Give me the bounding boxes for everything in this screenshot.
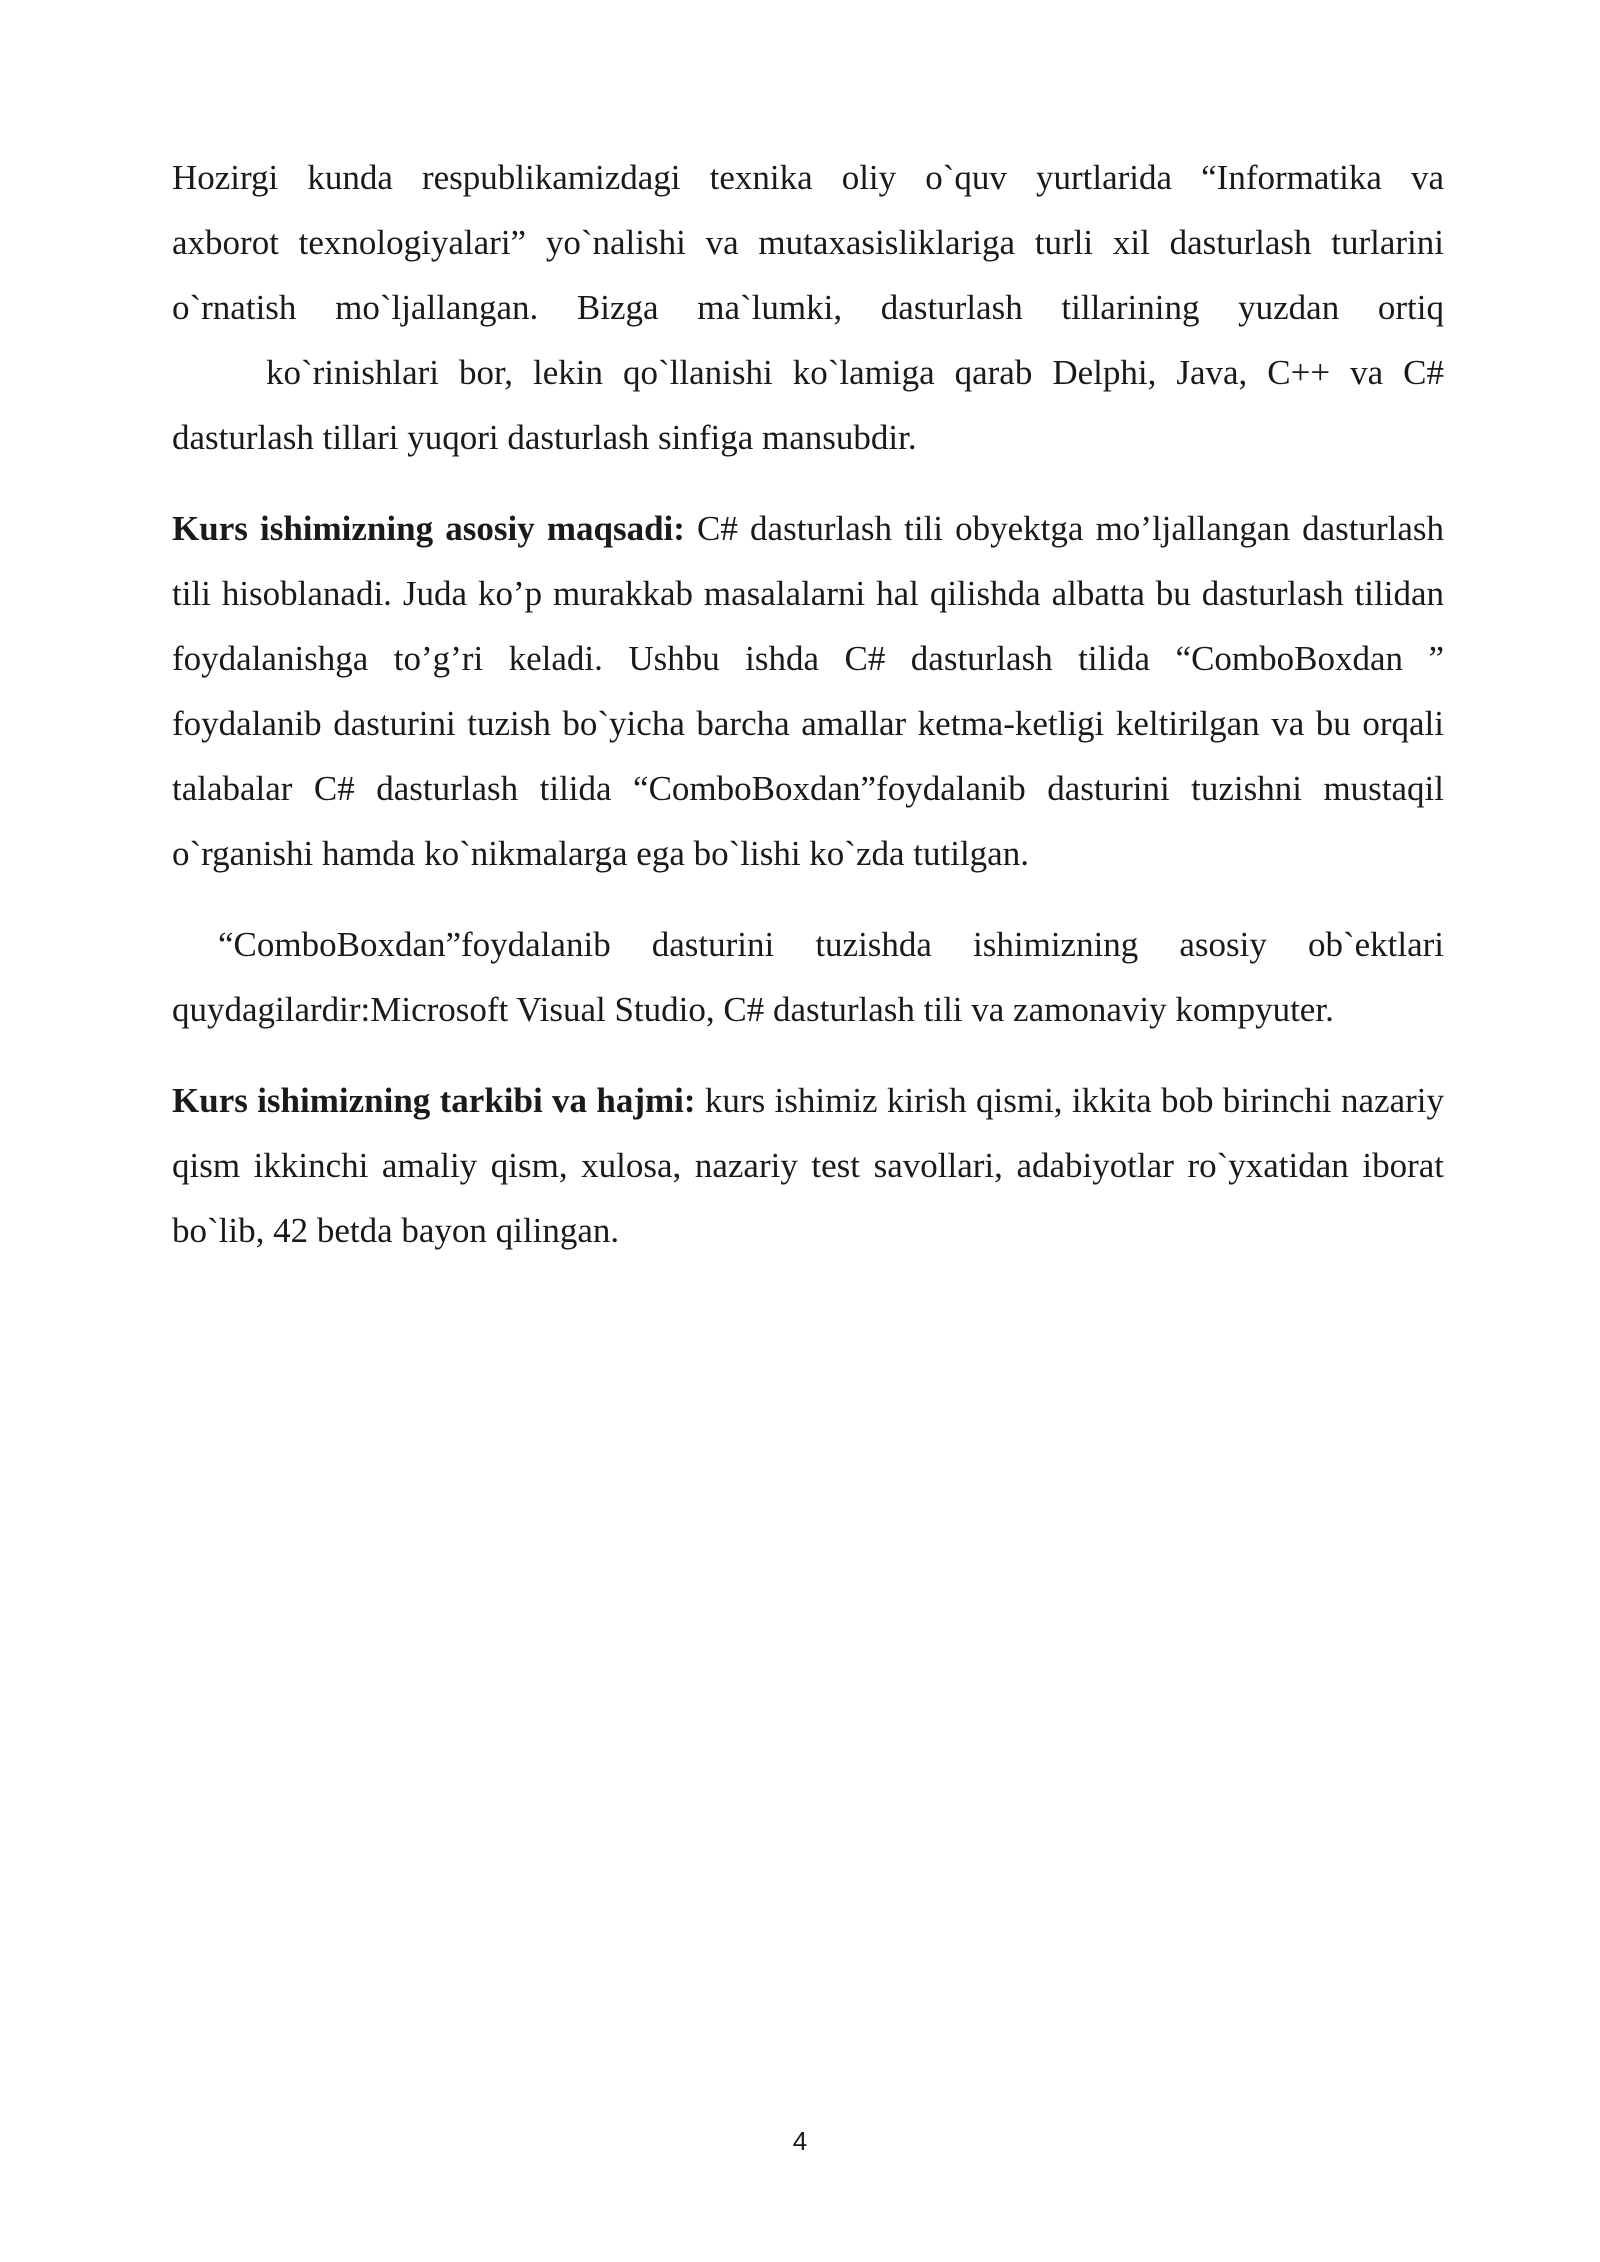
- structure-paragraph: [172, 1068, 1444, 1263]
- intro-line: Hozirgi kunda respublikamizdagi texnika oliy o`quv yurtlarida “Informatika va: [172, 158, 1444, 197]
- structure-text: kurs ishimiz kirish qismi, ikkita bob birinchi nazariy qism ikkinchi amaliy qism, xulosa, nazariy test savollari, adabiyotlar ro`yxatidan iborat bo`lib, 42 betda bayon qilingan.: [172, 1081, 1444, 1250]
- purpose-heading: Kurs ishimizning asosiy maqsadi:: [172, 509, 685, 548]
- structure-heading: Kurs ishimizning tarkibi va hajmi:: [172, 1081, 696, 1120]
- intro-paragraph: [172, 145, 1444, 470]
- intro-line: o`rnatish mo`ljallangan. Bizga ma`lumki, dasturlash tillarining yuzdan ortiq: [172, 288, 1444, 327]
- intro-line: dasturlash tillari yuqori dasturlash sinfiga mansubdir.: [172, 418, 917, 457]
- intro-line: axborot texnologiyalari” yo`nalishi va mutaxasisliklariga turli xil dasturlash turlarini: [172, 223, 1444, 262]
- intro-line: ko`rinishlari bor, lekin qo`llanishi ko`lamiga qarab Delphi, Java, C++ va C#: [266, 353, 1444, 392]
- purpose-paragraph: [172, 496, 1444, 886]
- page-number: 4: [792, 2126, 808, 2156]
- purpose-text: C# dasturlash tili obyektga mo’ljallangan dasturlash tili hisoblanadi. Juda ko’p murakkab masalalarni hal qilishda albatta bu dasturlash tilidan foydalanishga to’g’ri keladi. Ushbu ishda C# dasturlash tilida “ComboBoxdan ” foydalanib dasturini tuzish bo`yicha barcha amallar ketma-ketligi keltirilgan va bu orqali talabalar C# dasturlash tilida “ComboBoxdan”foydalanib dasturini tuzishni mustaqil o`rganishi hamda ko`nikmalarga ega bo`lishi ko`zda tutilgan.: [172, 509, 1444, 873]
- document-body: [172, 145, 1444, 1263]
- objects-paragraph: “ComboBoxdan”foydalanib dasturini tuzishda ishimizning asosiy ob`ektlari quydagilardir:Microsoft Visual Studio, C# dasturlash tili va zamonaviy kompyuter.: [172, 925, 1444, 1029]
